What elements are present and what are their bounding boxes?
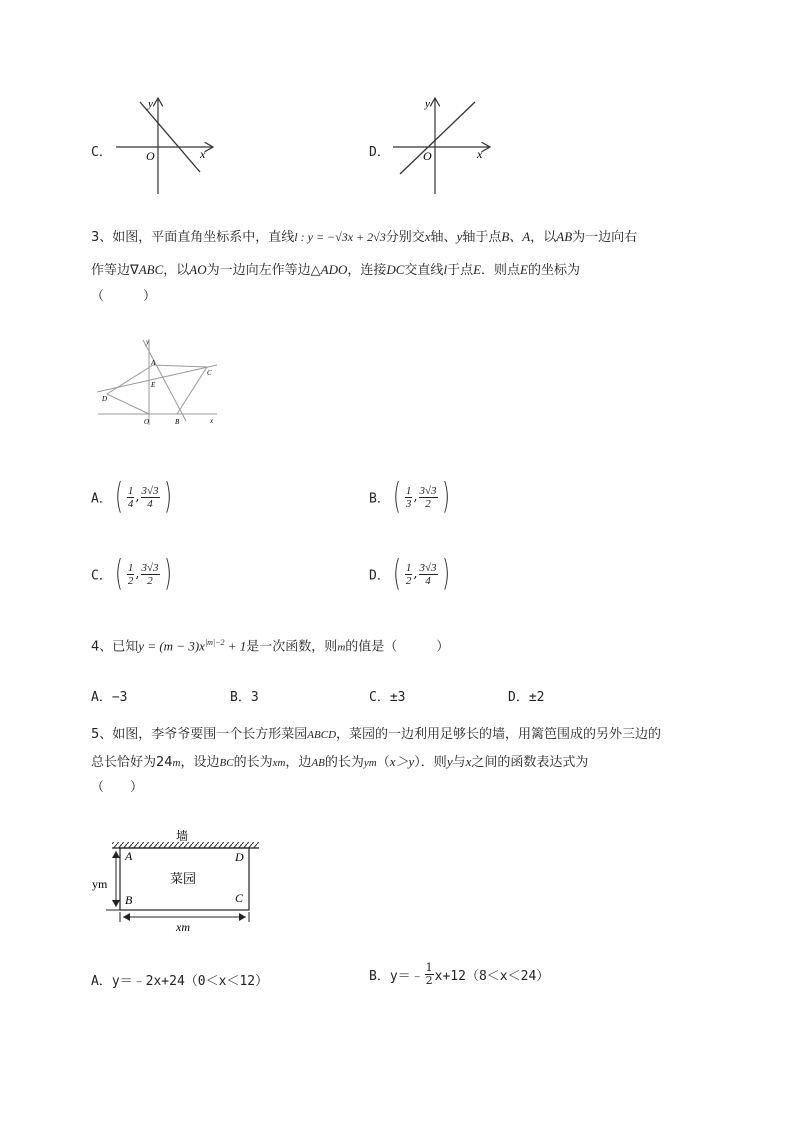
graph-d <box>385 92 495 202</box>
svg-text:x: x <box>210 417 214 425</box>
q5-option-a[interactable]: A．y＝﹣2x+24（0＜x＜12） <box>91 974 269 989</box>
svg-text:E: E <box>151 381 156 389</box>
svg-text:D: D <box>102 395 108 403</box>
svg-text:D: D <box>235 850 244 864</box>
question-4-stem: 4、已知$y = (m - 3)x^{|m|-2} + 1$是一次函数，则m的值是（ ） <box>91 638 450 655</box>
svg-text:B: B <box>175 418 180 426</box>
wall-label: 墙 <box>176 829 189 843</box>
svg-text:A: A <box>125 849 133 863</box>
svg-text:C: C <box>235 891 244 905</box>
q3-option-c[interactable]: C．( $\frac{1}{2}$ , $\frac{3√3}{2}$ ) <box>91 553 172 594</box>
question-3-figure <box>95 335 225 430</box>
svg-text:xm: xm <box>176 920 190 934</box>
question-5-figure <box>92 826 267 936</box>
q4-option-a[interactable]: A．−3 <box>91 690 128 705</box>
option-c-label: C． <box>91 145 112 160</box>
q5-option-b[interactable]: B．y＝﹣ $\frac{1}{2}$ x+12（8＜x＜24） <box>369 961 550 987</box>
question-5-line-1: 5、如图，李爷爷要围一个长方形菜园ABCD，菜园的一边利用足够长的墙，用篱笆围成的另外三边的 <box>91 727 662 742</box>
question-5-blank: （ ） <box>91 780 144 795</box>
y-axis-label: y <box>148 98 153 110</box>
svg-text:A: A <box>151 359 156 367</box>
x-axis-label: x <box>200 147 206 161</box>
question-3-blank: （ ） <box>91 289 157 304</box>
origin-label: O <box>146 149 155 163</box>
y-axis-label: y <box>425 98 430 110</box>
q4-option-b[interactable]: B．3 <box>230 690 259 705</box>
question-5-line-2: 总长恰好为24m，设边BC的长为xm，边AB的长为ym（x＞y）．则y与x之间的函数表达式为 <box>91 754 589 770</box>
x-axis-label: x <box>477 147 483 161</box>
svg-text:B: B <box>125 893 133 907</box>
q3-option-d[interactable]: D．( $\frac{1}{2}$ , $\frac{3√3}{4}$ ) <box>369 553 450 594</box>
svg-text:ym: ym <box>92 877 108 891</box>
svg-text:C: C <box>207 369 212 377</box>
q4-option-d[interactable]: D．±2 <box>508 690 545 705</box>
graph-d-line <box>400 102 475 174</box>
graph-c <box>108 92 218 202</box>
garden-label: 菜园 <box>170 871 197 886</box>
svg-text:y: y <box>146 338 150 346</box>
q3-option-a[interactable]: A．( $\frac{1}{4}$ , $\frac{3√3}{4}$ ) <box>91 476 172 517</box>
question-3-line-2: 作等边∇ABC，以AO为一边向左作等边△ADO，连接DC交直线l于点E．则点E的坐标为 <box>91 262 581 278</box>
option-d-label: D． <box>369 145 390 160</box>
svg-text:O: O <box>144 418 150 426</box>
question-3-line-1: 3、如图，平面直角坐标系中，直线l : y = −√3x + 2√3分别交x轴、y轴于点B、A，以AB为一边向右 <box>91 229 638 245</box>
q4-option-c[interactable]: C．±3 <box>369 690 406 705</box>
origin-label: O <box>423 149 432 163</box>
q3-option-b[interactable]: B．( $\frac{1}{3}$ , $\frac{3√3}{2}$ ) <box>369 476 450 517</box>
